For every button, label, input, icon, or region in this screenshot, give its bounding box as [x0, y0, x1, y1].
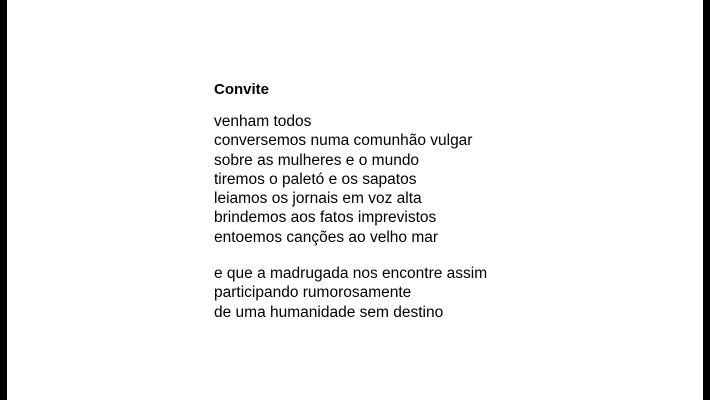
poem-line: de uma humanidade sem destino: [214, 303, 444, 321]
poem-line: tiremos o paletó e os sapatos: [214, 170, 417, 188]
poem-line: e que a madrugada nos encontre assim: [214, 265, 488, 283]
poem: [214, 80, 487, 339]
document-page: [7, 0, 703, 400]
poem-line: sobre as mulheres e o mundo: [214, 151, 420, 169]
stanza-2: [214, 264, 487, 322]
poem-title: Convite: [214, 81, 270, 98]
poem-line: entoemos canções ao velho mar: [214, 228, 439, 246]
poem-line: conversemos numa comunhão vulgar: [214, 132, 473, 150]
poem-line: participando rumorosamente: [214, 284, 412, 302]
stanza-1: [214, 112, 487, 247]
poem-line: brindemos aos fatos imprevistos: [214, 209, 437, 227]
poem-line: venham todos: [214, 113, 312, 130]
poem-line: leiamos os jornais em voz alta: [214, 190, 422, 208]
